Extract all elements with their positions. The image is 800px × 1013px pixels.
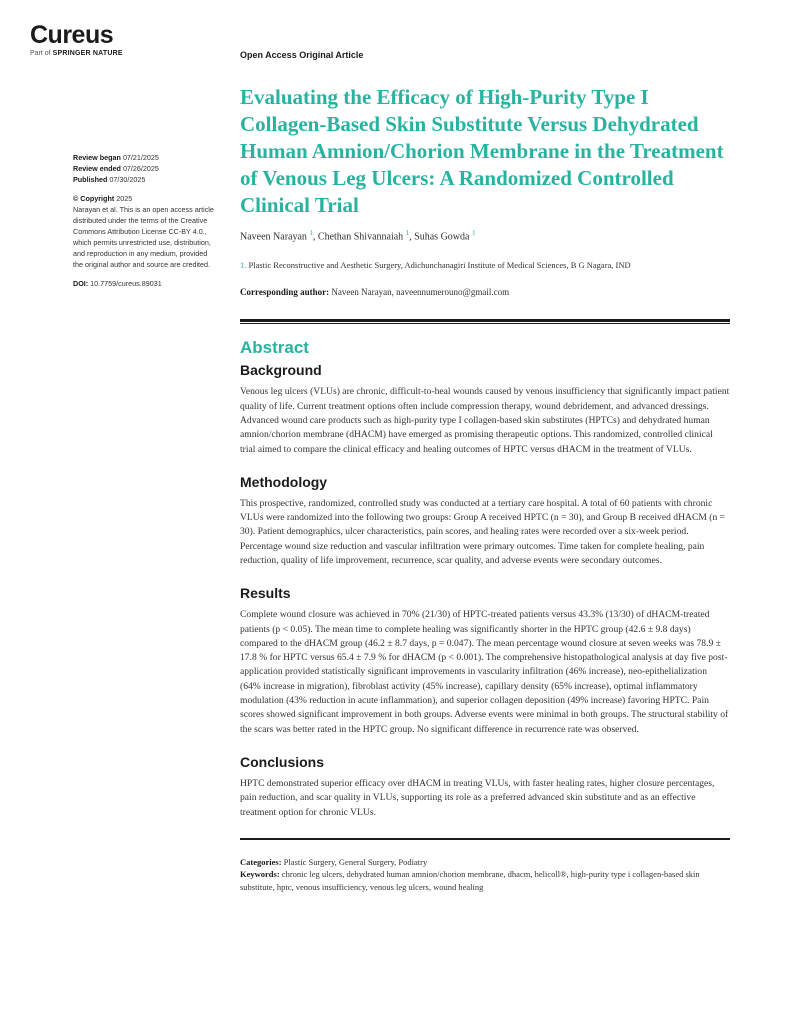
categories-label: Categories: [240,856,282,867]
part-of-prefix: Part of [30,50,51,57]
abstract-section-conclusions [240,754,730,820]
article-meta [240,856,730,894]
article-type: Open Access Original Article [240,50,364,60]
license-text: Narayan et al. This is an open access article distributed under the terms of the Creative Commons Attribution License CC-BY 4.0., which permits unrestricted use, distribution, and reproduction in any medium, provided the original author and source are credited. [73,205,214,269]
affiliation-text: Plastic Reconstructive and Aesthetic Surgery, Adichunchanagiri Institute of Medical Sciences, B G Nagara, IND [248,260,631,271]
article-title: Evaluating the Efficacy of High-Purity Type I Collagen-Based Skin Substitute Versus Dehydrated Human Amnion/Chorion Membrane in the Treatment of Venous Leg Ulcers: A Randomized Controlled Clinical Trial [240,85,724,217]
copyright-year: 2025 [116,194,133,203]
article-sidebar [73,152,218,289]
review-ended-date: 07/26/2025 [122,164,159,173]
review-began-label: Review began [73,153,121,162]
categories-text[interactable]: Plastic Surgery, General Surgery, Podiatry [283,856,428,867]
journal-name: Cureus [30,21,114,49]
keywords-label: Keywords: [240,869,280,880]
abstract-heading: Abstract [240,338,309,358]
copyright-label: © Copyright [73,194,115,203]
author-name[interactable]: Suhas Gowda [414,231,470,243]
published [73,174,218,185]
affiliation-num: 1. [240,260,247,271]
categories [240,856,730,869]
abstract-top-divider [240,319,730,324]
journal-logo [30,22,123,57]
keywords-text: chronic leg ulcers, dehydrated human amnion/chorion membrane, dhacm, helicoll®, high-purity type i collagen-based skin substitute, hptc, venous insufficiency, venous leg ulcers, wound healing [240,869,700,892]
review-ended [73,163,218,174]
affiliation [240,260,730,270]
author-affil-num: 1 [405,229,410,237]
section-heading: Methodology [240,473,328,490]
publisher-name: SPRINGER NATURE [52,50,123,57]
keywords [240,868,730,893]
section-text: This prospective, randomized, controlled study was conducted at a tertiary care hospital. A total of 60 patients with chronic VLUs were randomized into the following two groups: Group A received HPTC (n = 30), and Group B received dHACM (n = 30). Patient demographics, ulcer characteristics, pain scores, and healing rates were recorded over a six-week period. Percentage wound size reduction and vascular infiltration were primary outcomes. Time taken for complete healing, pain reduction, quality of life improvement, recurrence, scar quality, and adverse events were secondary outcomes. [240,497,726,566]
doi-link[interactable]: 10.7759/cureus.89031 [90,279,162,288]
article-main [240,84,730,893]
publisher-line [30,50,123,57]
author-affil-num: 1 [309,229,313,237]
section-heading: Conclusions [240,753,325,770]
corresponding-text[interactable]: Naveen Narayan, naveennumerouno@gmail.com [331,287,510,298]
section-text: HPTC demonstrated superior efficacy over dHACM in treating VLUs, with faster healing rates, higher closure percentages, pain reduction, and scar quality in VLUs, supporting its role as a preferred advanced skin substitute and as an effective treatment option for chronic VLUs. [240,777,715,818]
author-name[interactable]: Naveen Narayan [240,231,307,243]
doi-label: DOI: [73,279,89,288]
corresponding-author [240,287,730,297]
section-text: Venous leg ulcers (VLUs) are chronic, difficult-to-heal wounds caused by venous insufficiency that significantly impact patient quality of life. Current treatment options often include compression therapy, wound debridement, and advanced dressings. Advanced wound care products such as high-purity type I collagen-based skin substitutes (HPTCs) and dehydrated human amnion/chorion membrane (dHACM) have emerged as promising therapeutic options. This randomized, controlled clinical trial aimed to compare the clinical efficacy and healing outcomes of HPTC versus dHACM in the treatment of VLUs. [240,386,730,455]
published-date: 07/30/2025 [109,175,146,184]
author-affil-num: 1 [471,229,476,237]
review-began [73,152,218,163]
review-began-date: 07/21/2025 [122,153,159,162]
author-list: Naveen Narayan $^1$, Chethan Shivannaiah $^1$, Suhas Gowda $^1$ [240,229,476,243]
abstract-section-results [240,585,730,737]
doi [73,278,218,289]
review-ended-label: Review ended [73,164,121,173]
corresponding-label: Corresponding author: [240,287,330,298]
abstract-bottom-divider [240,838,730,840]
abstract-section-background [240,362,730,456]
author-name[interactable]: Chethan Shivannaiah [317,231,404,243]
section-heading: Results [240,585,291,602]
published-label: Published [73,175,108,184]
abstract-section-methodology [240,474,730,568]
copyright [73,193,218,204]
section-heading: Background [240,362,322,379]
section-text: Complete wound closure was achieved in 70% (21/30) of HPTC-treated patients versus 43.3% (13/30) of dHACM-treated patients (p < 0.05). The mean time to complete healing was significantly shorter in the HPTC group (42.6 ± 9.8 days) compared to the dHACM group (46.2 ± 8.7 days, p = 0.047). The mean percentage wound closure at seven weeks was 78.9 ± 17.8 % for HPTC versus 65.4 ± 7.9 % for dHACM (p < 0.001). The comprehensive histopathological analysis at day five post-application provided statistically significant improvements in vascularity infiltration (46% increase), neo-epithelialization (64% increase in migration), fibroblast activity (45% increase), capillary density (65% increase), optimal inflammatory modulation (43% reduction in acute inflammation), and superior collagen deposition (49% increase) favoring HPTC. Pain scores showed significant improvement in both groups. Adverse events were minimal in both groups. The structural stability of the scars was better rated in the HPTC group. No significant difference in recurrence rate was observed. [240,609,729,735]
